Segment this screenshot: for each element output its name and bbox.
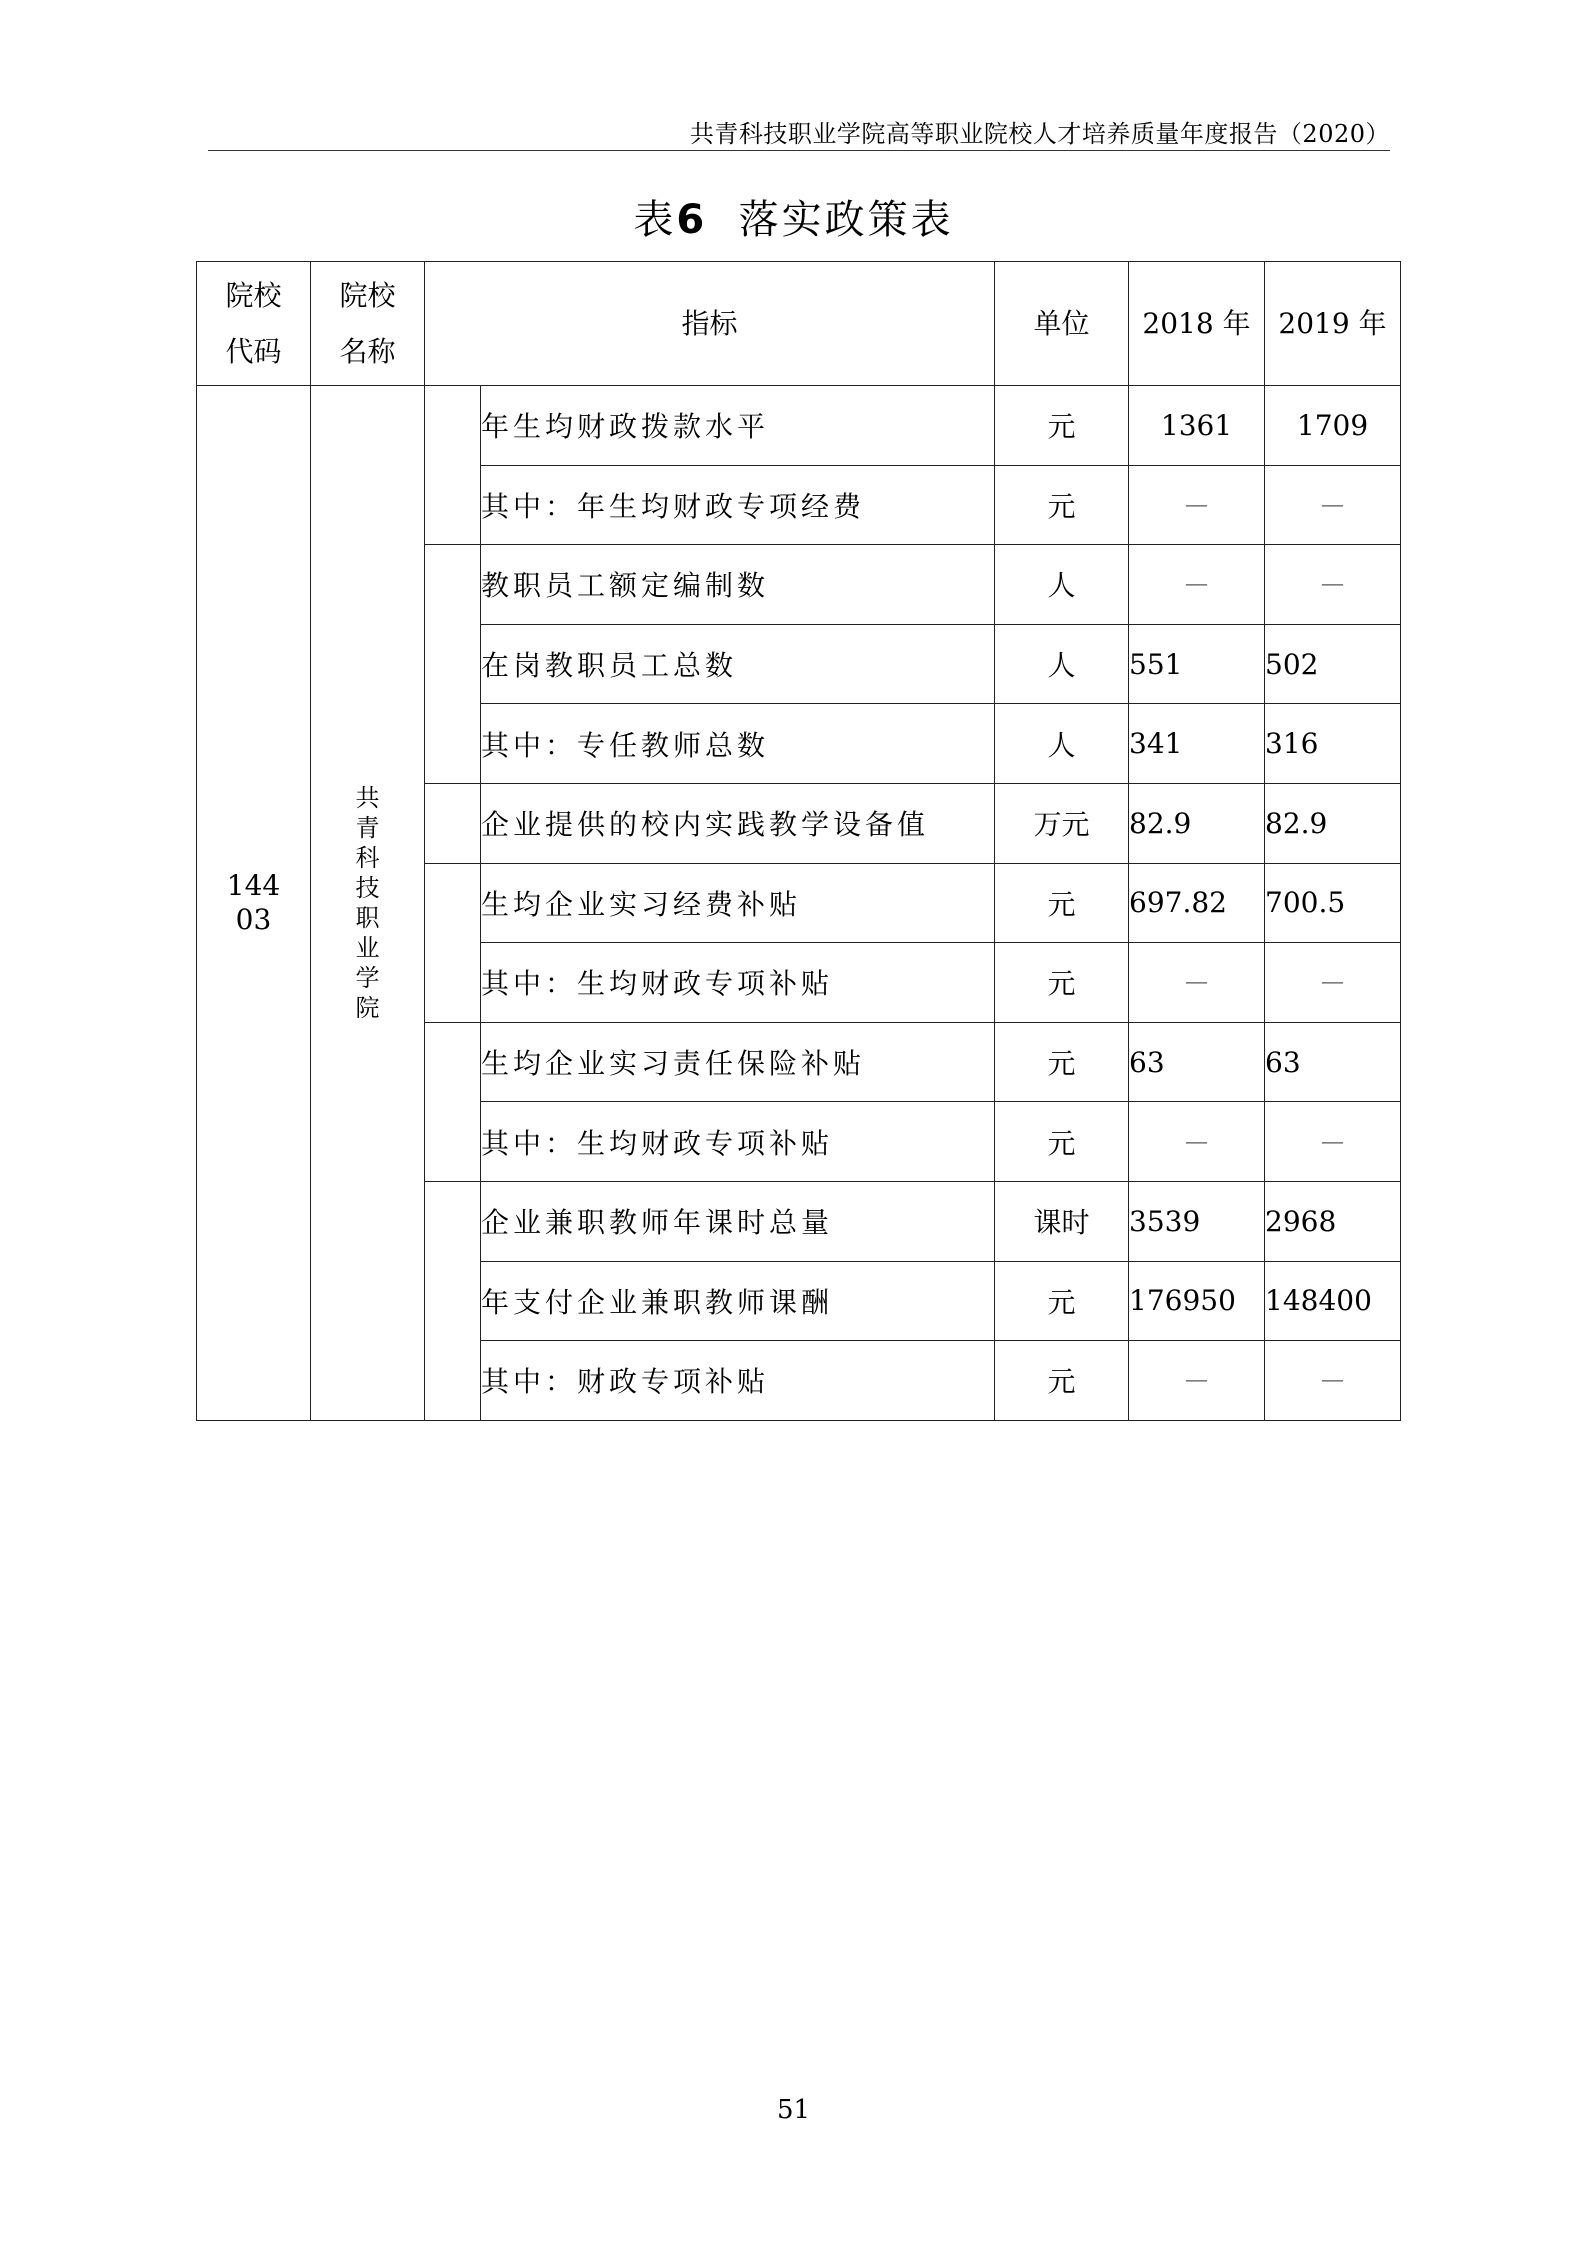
- indicator-cell: 企业兼职教师年课时总量: [481, 1181, 995, 1261]
- group-cell-3: [425, 783, 481, 863]
- value-2019-cell: 502: [1265, 624, 1401, 704]
- unit-cell: 万元: [995, 783, 1129, 863]
- table-title-number: 6: [676, 197, 708, 243]
- value-2019-cell: －: [1265, 545, 1401, 625]
- unit-cell: 元: [995, 1341, 1129, 1421]
- running-header: [208, 104, 1390, 151]
- value-2018-cell: 1361: [1129, 386, 1265, 466]
- group-cell-5: [425, 1022, 481, 1181]
- header-unit: 单位: [995, 262, 1129, 386]
- group-cell-6: [425, 1181, 481, 1420]
- unit-cell: 元: [995, 1102, 1129, 1182]
- unit-cell: 元: [995, 386, 1129, 466]
- value-2019-cell: 316: [1265, 704, 1401, 784]
- indicator-cell: 生均企业实习责任保险补贴: [481, 1022, 995, 1102]
- table-title: [0, 188, 1587, 248]
- value-2018-cell: －: [1129, 1341, 1265, 1421]
- school-name-cell: [311, 386, 425, 1421]
- unit-cell: 元: [995, 1022, 1129, 1102]
- value-2019-cell: 63: [1265, 1022, 1401, 1102]
- unit-cell: 人: [995, 545, 1129, 625]
- value-2018-cell: －: [1129, 1102, 1265, 1182]
- running-title: 共青科技职业学院高等职业院校人才培养质量年度报告（2020）: [689, 120, 1390, 148]
- value-2019-cell: 1709: [1265, 386, 1401, 466]
- value-2018-cell: －: [1129, 943, 1265, 1023]
- header-code: 院校代码: [197, 262, 311, 386]
- value-2018-cell: －: [1129, 465, 1265, 545]
- indicator-cell: 年支付企业兼职教师课酬: [481, 1261, 995, 1341]
- value-2019-cell: －: [1265, 1341, 1401, 1421]
- value-2019-cell: 82.9: [1265, 783, 1401, 863]
- unit-cell: 元: [995, 863, 1129, 943]
- header-name: 院校名称: [311, 262, 425, 386]
- value-2019-cell: 2968: [1265, 1181, 1401, 1261]
- unit-cell: 人: [995, 624, 1129, 704]
- indicator-cell: 其中：专任教师总数: [481, 704, 995, 784]
- indicator-cell: 其中：年生均财政专项经费: [481, 465, 995, 545]
- unit-cell: 元: [995, 1261, 1129, 1341]
- group-cell-1: [425, 386, 481, 545]
- table-title-prefix: 表: [633, 197, 677, 243]
- value-2019-cell: －: [1265, 465, 1401, 545]
- school-name: 共青科技职业学院: [355, 783, 380, 1022]
- indicator-cell: 在岗教职员工总数: [481, 624, 995, 704]
- table-row: [197, 386, 1401, 466]
- table-header-row: [197, 262, 1401, 386]
- value-2018-cell: 697.82: [1129, 863, 1265, 943]
- unit-cell: 课时: [995, 1181, 1129, 1261]
- value-2018-cell: 341: [1129, 704, 1265, 784]
- value-2018-cell: 3539: [1129, 1181, 1265, 1261]
- indicator-cell: 年生均财政拨款水平: [481, 386, 995, 466]
- value-2018-cell: 63: [1129, 1022, 1265, 1102]
- header-2019: 2019 年: [1265, 262, 1401, 386]
- value-2018-cell: 82.9: [1129, 783, 1265, 863]
- indicator-cell: 教职员工额定编制数: [481, 545, 995, 625]
- table-title-text: 落实政策表: [738, 197, 954, 243]
- value-2018-cell: 176950: [1129, 1261, 1265, 1341]
- value-2019-cell: －: [1265, 943, 1401, 1023]
- indicator-cell: 企业提供的校内实践教学设备值: [481, 783, 995, 863]
- unit-cell: 元: [995, 465, 1129, 545]
- value-2019-cell: 700.5: [1265, 863, 1401, 943]
- unit-cell: 人: [995, 704, 1129, 784]
- indicator-cell: 其中：财政专项补贴: [481, 1341, 995, 1421]
- group-cell-4: [425, 863, 481, 1022]
- indicator-cell: 生均企业实习经费补贴: [481, 863, 995, 943]
- group-cell-2: [425, 545, 481, 784]
- school-code-cell: [197, 386, 311, 1421]
- indicator-cell: 其中：生均财政专项补贴: [481, 1102, 995, 1182]
- value-2018-cell: 551: [1129, 624, 1265, 704]
- indicator-cell: 其中：生均财政专项补贴: [481, 943, 995, 1023]
- unit-cell: 元: [995, 943, 1129, 1023]
- header-2018: 2018 年: [1129, 262, 1265, 386]
- page-number: 51: [776, 2095, 811, 2125]
- school-code: 14403: [226, 868, 281, 936]
- header-indicator: 指标: [425, 262, 995, 386]
- policy-table: [196, 261, 1401, 1421]
- value-2019-cell: －: [1265, 1102, 1401, 1182]
- value-2018-cell: －: [1129, 545, 1265, 625]
- value-2019-cell: 148400: [1265, 1261, 1401, 1341]
